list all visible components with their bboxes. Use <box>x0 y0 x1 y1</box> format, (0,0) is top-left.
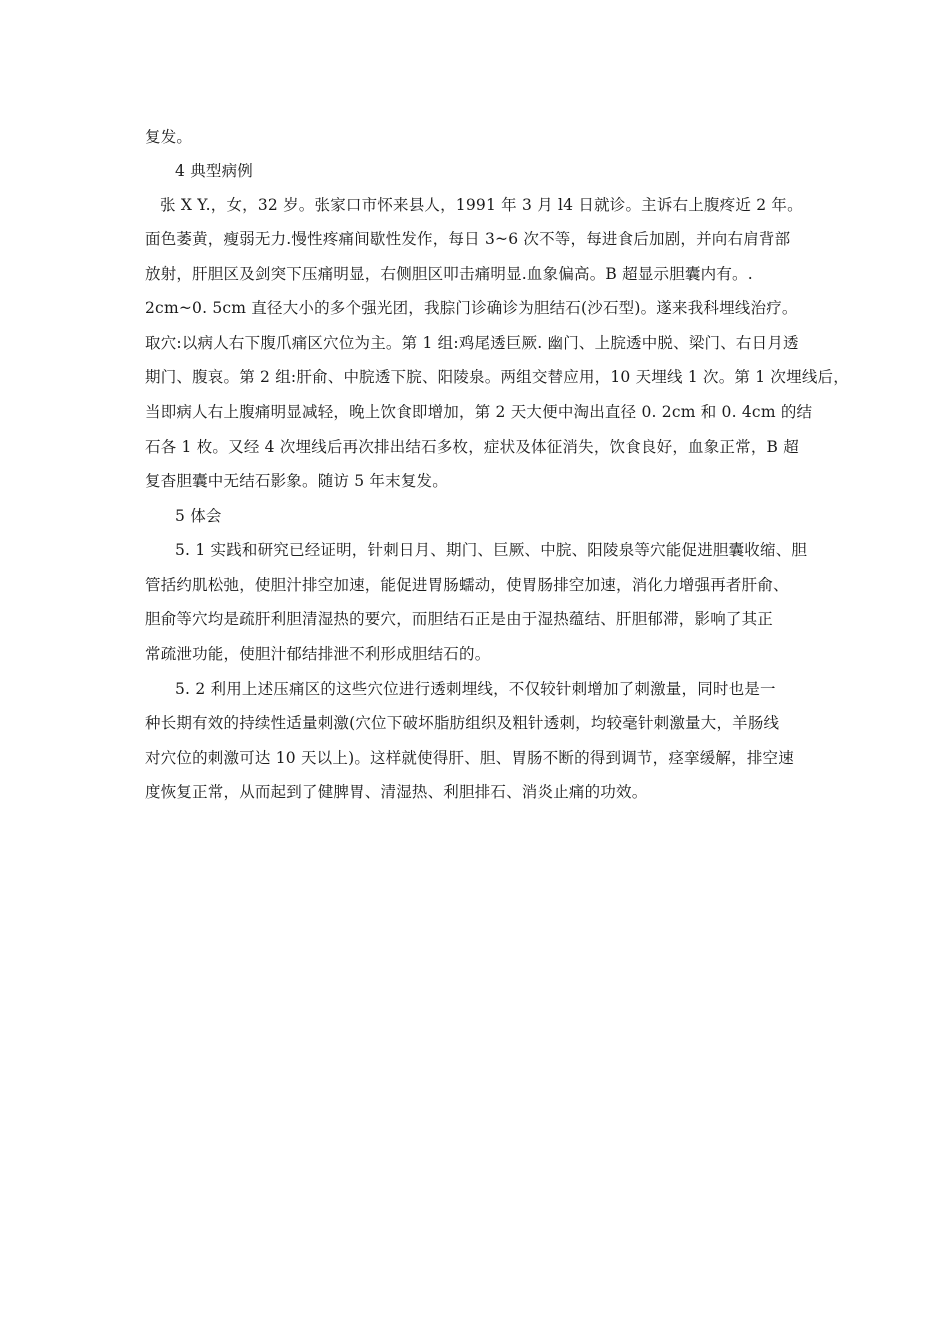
text-line: 复发。 <box>145 128 193 146</box>
text-line: 管括约肌松弛，使胆汁排空加速，能促进胃肠蠕动，使胃肠排空加速，消化力增强再者肝俞、 <box>145 576 789 594</box>
text-line: 面色萎黄，瘦弱无力.慢性疼痛间歇性发作，每日 3~6 次不等，每进食后加剧，并向右肩背部 <box>145 230 791 248</box>
text-line: 放射，肝胆区及剑突下压痛明显，右侧胆区叩击痛明显.血象偏高。B 超显示胆囊内有。. <box>145 265 753 283</box>
text-line: 对穴位的刺激可达 10 天以上)。这样就使得肝、胆、胃肠不断的得到调节，痉挛缓解，排空速 <box>145 749 794 767</box>
section-heading: 5 体会 <box>175 507 222 525</box>
text-line: 期门、腹哀。第 2 组:肝俞、中脘透下脘、阳陵泉。两组交替应用，10 天埋线 1 次。第 1 次埋线后， <box>145 368 849 386</box>
text-line: 张 X Y.，女，32 岁。张家口市怀来县人，1991 年 3 月 l4 日就诊。主诉右上腹疼近 2 年。 <box>160 196 803 214</box>
text-line: 5. 1 实践和研究已经证明，针刺日月、期门、巨厥、中脘、阳陵泉等穴能促进胆囊收缩、胆 <box>175 541 808 559</box>
section-heading: 4 典型病例 <box>175 162 253 180</box>
text-line: 当即病人右上腹痛明显减轻，晚上饮食即增加，第 2 天大便中淘出直径 0. 2cm 和 0. 4cm 的结 <box>145 403 813 421</box>
text-line: 2cm~0. 5cm 直径大小的多个强光团，我腙门诊确诊为胆结石(沙石型)。遂来我科埋线治疗。 <box>145 299 798 317</box>
text-line: 常疏泄功能，使胆汁郁结排泄不利形成胆结石的。 <box>145 645 491 663</box>
text-line: 石各 1 枚。又经 4 次埋线后再次排出结石多枚，症状及体征消失，饮食良好，血象正常，B 超 <box>145 438 799 456</box>
text-line: 5. 2 利用上述压痛区的这些穴位进行透刺埋线，不仅较针刺增加了刺激量，同时也是一 <box>175 680 776 698</box>
text-line: 种长期有效的持续性适量刺激(穴位下破坏脂肪组织及粗针透刺，均较毫针刺激量大，羊肠线 <box>145 714 780 732</box>
text-line: 复杳胆囊中无结石影象。随访 5 年末复发。 <box>145 472 448 490</box>
text-line: 度恢复正常，从而起到了健脾胃、清湿热、利胆排石、消炎止痛的功效。 <box>145 783 648 801</box>
text-line: 胆俞等穴均是疏肝利胆清湿热的要穴，而胆结石正是由于湿热蕴结、肝胆郁滞，影响了其正 <box>145 610 774 628</box>
text-line: 取穴:以病人右下腹爪痛区穴位为主。第 1 组:鸡尾透巨厥. 幽门、上脘透中脱、梁门、右日月透 <box>145 334 799 352</box>
